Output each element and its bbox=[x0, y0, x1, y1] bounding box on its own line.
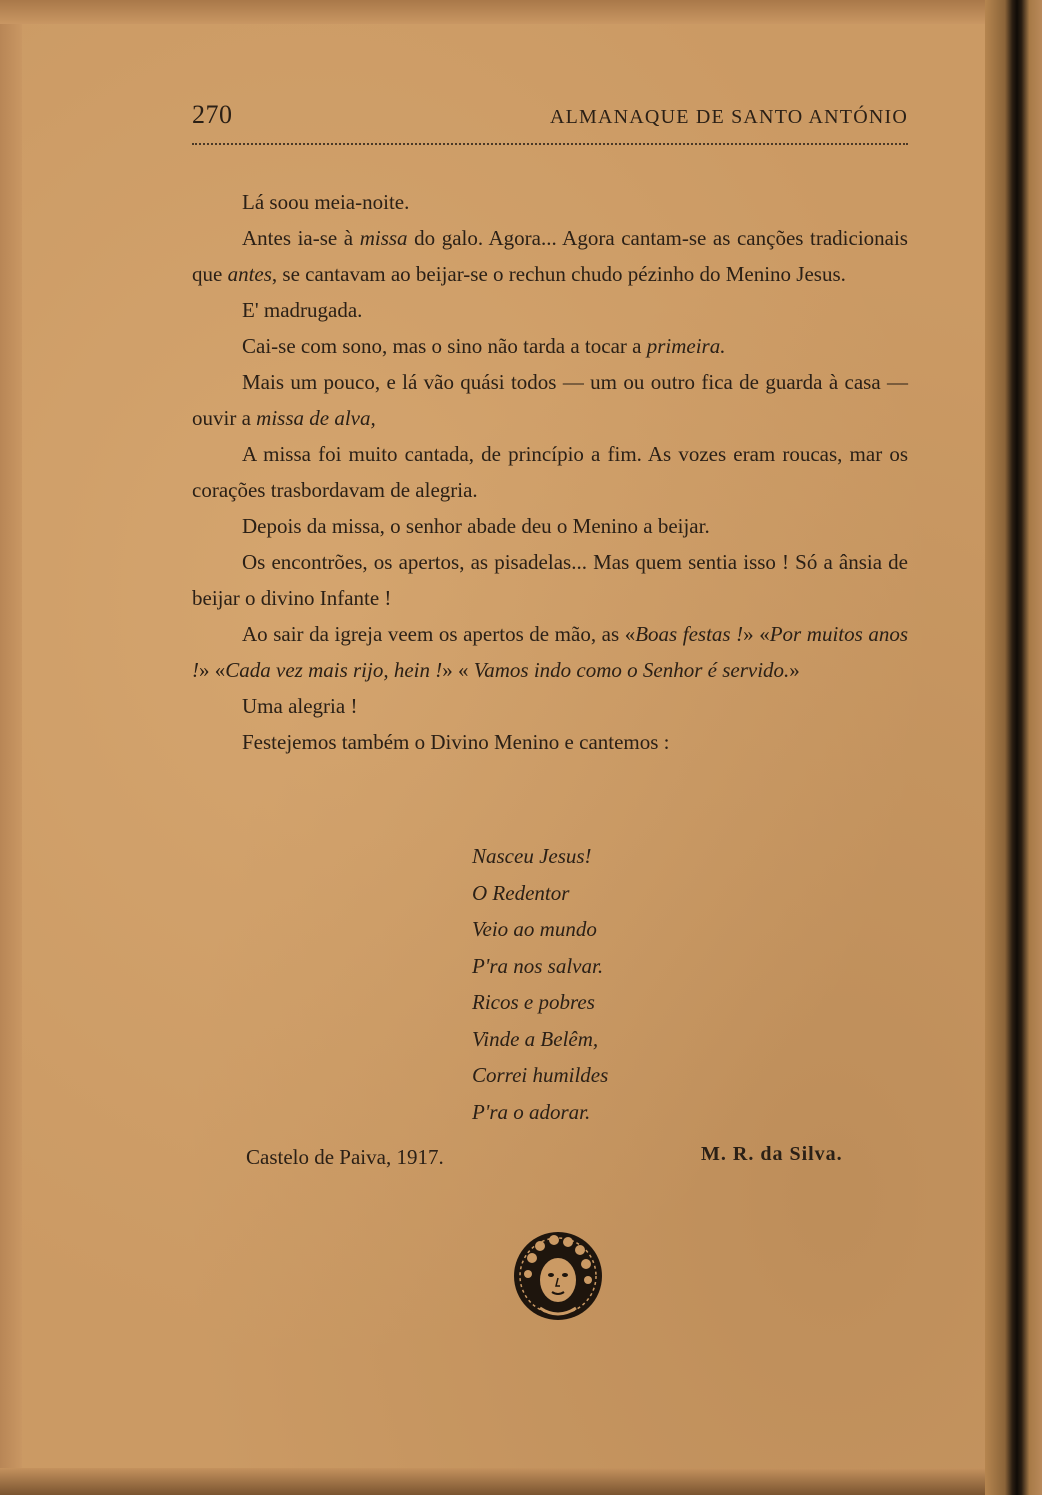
italic-text: antes bbox=[227, 262, 272, 286]
paragraph bbox=[192, 616, 908, 688]
text-run: » « bbox=[442, 658, 474, 682]
text-run: Cai-se com sono, mas o sino não tarda a tocar a bbox=[242, 334, 647, 358]
text-run: Antes ia-se à bbox=[242, 226, 360, 250]
italic-text: Por muitos anos ! bbox=[192, 622, 909, 682]
body-text bbox=[192, 184, 908, 760]
poem-line: Ricos e pobres bbox=[472, 990, 595, 1014]
italic-text: Boas festas ! bbox=[635, 622, 744, 646]
poem-line: Vinde a Belêm, bbox=[472, 1026, 599, 1051]
paragraph bbox=[192, 184, 908, 220]
place-date: Castelo de Paiva, 1917. bbox=[246, 1145, 444, 1169]
italic-text: Cada vez mais rijo, hein ! bbox=[225, 658, 443, 682]
text-run: Mais um pouco, e lá vão quási todos — um ou outro fica de guarda à casa — ouvir a bbox=[192, 370, 908, 430]
text-run: Ao sair da igreja veem os apertos de mão, as « bbox=[242, 622, 636, 646]
text-run: Lá soou meia-noite. bbox=[242, 190, 410, 214]
paragraph bbox=[192, 688, 908, 724]
header-dotted-rule bbox=[192, 143, 908, 145]
page-bottom-edge bbox=[0, 1468, 1042, 1495]
paragraph bbox=[192, 724, 908, 760]
poem-line: Nasceu Jesus! bbox=[472, 844, 592, 868]
paragraph bbox=[192, 292, 908, 328]
paragraph bbox=[192, 328, 908, 364]
text-run: A missa foi muito cantada, de princípio a fim. As vozes eram roucas, mar os corações trasbordavam de alegria. bbox=[192, 442, 908, 502]
page-left-edge bbox=[0, 0, 22, 1495]
poem-line: P'ra nos salvar. bbox=[472, 953, 604, 978]
text-run: Uma alegria ! bbox=[242, 694, 358, 718]
paragraph bbox=[192, 364, 908, 436]
poem-line: Correi humildes bbox=[472, 1063, 609, 1087]
paragraph bbox=[192, 220, 908, 292]
italic-text: primeira. bbox=[646, 334, 726, 358]
paragraph bbox=[192, 508, 908, 544]
poem-line: O Redentor bbox=[472, 880, 570, 905]
text-run: » « bbox=[199, 658, 226, 682]
paragraph bbox=[192, 544, 908, 616]
text-run: , se cantavam ao beijar-se o rechun chudo pézinho do Menino Jesus. bbox=[271, 262, 846, 286]
italic-text: Vamos indo como o Senhor é servido. bbox=[473, 658, 790, 682]
text-run: » bbox=[789, 658, 800, 682]
italic-text: missa bbox=[359, 226, 408, 250]
paragraph bbox=[192, 436, 908, 508]
text-run: Festejemos também o Divino Menino e cantemos : bbox=[242, 730, 670, 754]
text-run: » « bbox=[743, 622, 770, 646]
poem-line: P'ra o adorar. bbox=[472, 1099, 591, 1124]
page-header bbox=[192, 100, 908, 140]
page-number: 270 bbox=[192, 100, 233, 129]
text-run: Depois da missa, o senhor abade deu o Menino a beijar. bbox=[242, 514, 710, 538]
running-title: ALMANAQUE DE SANTO ANTÓNIO bbox=[549, 106, 908, 128]
text-run: E' madrugada. bbox=[242, 298, 363, 322]
italic-text: missa de alva, bbox=[256, 406, 376, 430]
poem bbox=[472, 838, 732, 1130]
poem-line: Veio ao mundo bbox=[472, 917, 597, 941]
text-run: Os encontrões, os apertos, as pisadelas... Mas quem sentia isso ! Só a ânsia de beijar o divino Infante ! bbox=[192, 550, 908, 610]
text-run: do galo. Agora... Agora cantam-se as canções tradicionais que bbox=[192, 226, 908, 286]
page-top-edge bbox=[0, 0, 1042, 24]
author-signature: M. R. da Silva. bbox=[701, 1143, 843, 1165]
cherub-face-ornament-icon bbox=[510, 1228, 606, 1324]
book-spine bbox=[985, 0, 1042, 1495]
